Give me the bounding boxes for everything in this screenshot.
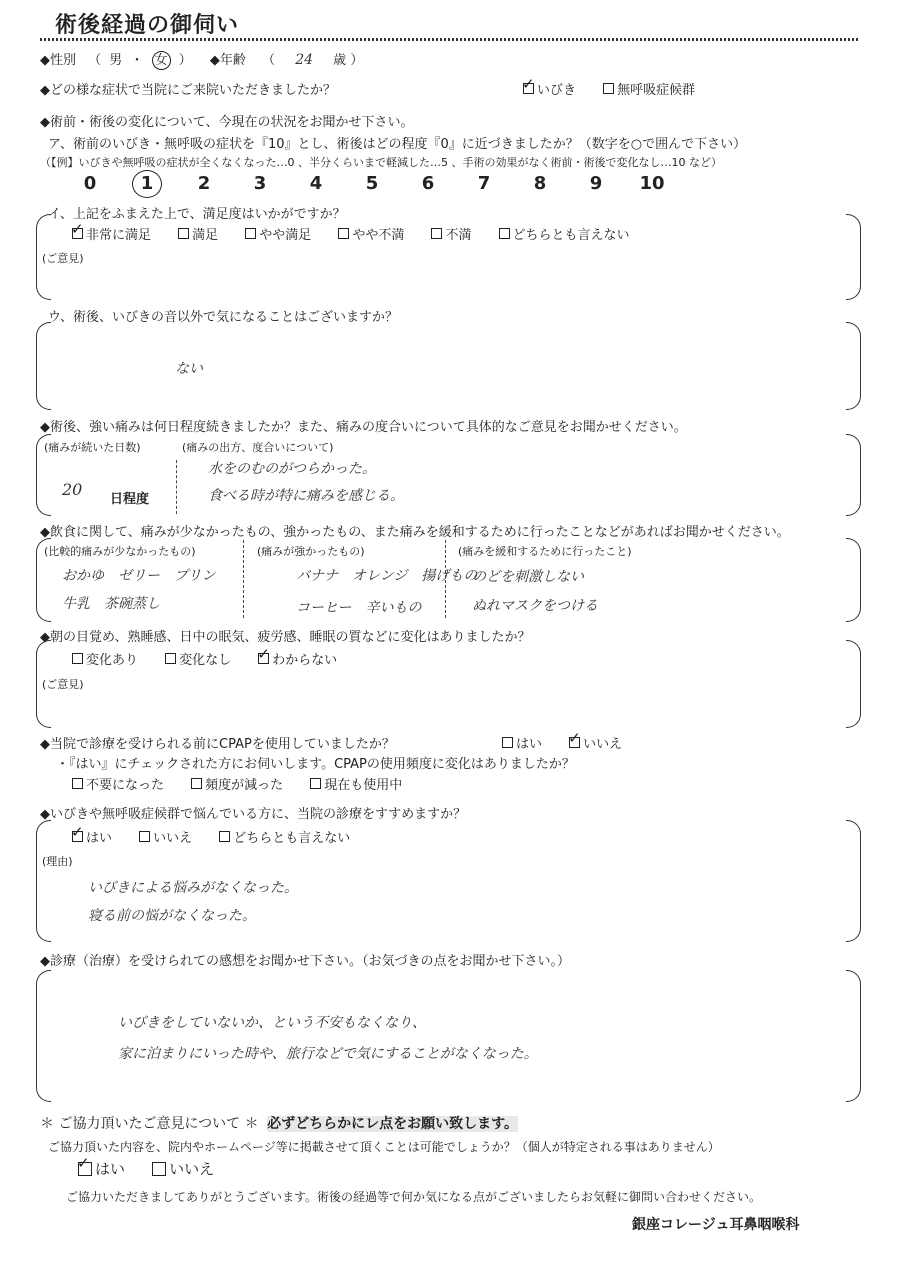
q8-sub-options bbox=[72, 774, 424, 793]
bracket-right bbox=[846, 322, 861, 410]
bracket-left bbox=[36, 820, 51, 942]
option-label: 現在も使用中 bbox=[324, 778, 403, 793]
option-label: いいえ bbox=[153, 831, 193, 846]
scale-0[interactable]: 0 bbox=[83, 173, 97, 194]
footer-options bbox=[78, 1158, 236, 1180]
q6-col3-label: (痛みを緩和するために行ったこと) bbox=[458, 545, 632, 558]
bracket-right bbox=[846, 970, 861, 1102]
q7-option-unknown[interactable] bbox=[258, 649, 337, 668]
q8-sub-option-unneeded[interactable] bbox=[72, 774, 164, 793]
q4-answer[interactable]: ない bbox=[175, 361, 203, 377]
q6-col1-label: (比較的痛みが少なかったもの) bbox=[44, 545, 196, 558]
q6-col3-line2[interactable]: ぬれマスクをつける bbox=[472, 598, 598, 614]
checkbox-icon[interactable] bbox=[523, 83, 534, 94]
checkbox-icon[interactable] bbox=[219, 831, 230, 842]
age-value[interactable]: 24 bbox=[295, 52, 314, 68]
q10-answer-2[interactable]: 家に泊まりにいった時や、旅行などで気にすることがなくなった。 bbox=[118, 1046, 538, 1062]
scale-10[interactable]: 10 bbox=[639, 173, 665, 194]
q10-text: ◆診療（治療）を受けられての感想をお聞かせ下さい。（お気づきの点をお聞かせ下さい。） bbox=[40, 954, 570, 969]
q8-sub-option-reduced[interactable] bbox=[191, 774, 283, 793]
scale-1-circled[interactable]: 1 bbox=[132, 170, 162, 198]
option-label: どちらとも言えない bbox=[233, 831, 351, 846]
scale-6[interactable]: 6 bbox=[421, 173, 435, 194]
option-label: やや満足 bbox=[259, 228, 312, 243]
checkbox-icon[interactable] bbox=[72, 653, 83, 664]
checkbox-icon[interactable] bbox=[603, 83, 614, 94]
footer-option-no[interactable] bbox=[152, 1158, 214, 1179]
gender-dot: ・ bbox=[130, 53, 144, 68]
q2-text: ◆術前・術後の変化について、今現在の状況をお聞かせ下さい。 bbox=[40, 115, 414, 130]
option-label: はい bbox=[86, 831, 113, 846]
scale-2[interactable]: 2 bbox=[197, 173, 211, 194]
q7-option-no-change[interactable] bbox=[165, 649, 231, 668]
title-divider bbox=[40, 38, 860, 41]
q5-text: ◆術後、強い痛みは何日程度続きましたか？また、痛みの度合いについて具体的なご意見をお聞かせください。 bbox=[40, 420, 687, 435]
column-divider bbox=[243, 540, 244, 618]
q9-options bbox=[72, 827, 372, 846]
q5-days-value[interactable]: 20 bbox=[62, 480, 83, 499]
option-label: はい bbox=[95, 1160, 126, 1178]
option-label: どちらとも言えない bbox=[512, 228, 630, 243]
gender-label: ◆性別 bbox=[40, 53, 76, 68]
q2-scale bbox=[62, 170, 680, 198]
q6-text: ◆飲食に関して、痛みが少なかったもの、強かったもの、また痛みを緩和するために行ったことなどがあればお聞かせください。 bbox=[40, 525, 790, 540]
bracket-right bbox=[846, 538, 861, 622]
bracket-right bbox=[846, 820, 861, 942]
option-label: 無呼吸症候群 bbox=[617, 83, 696, 98]
q4-text: ウ、術後、いびきの音以外で気になることはございますか？ bbox=[48, 310, 398, 325]
bracket-left bbox=[36, 970, 51, 1102]
option-label: いいえ bbox=[169, 1160, 215, 1178]
option-label: いびき bbox=[537, 83, 577, 98]
q5-answer-2[interactable]: 食べる時が特に痛みを感じる。 bbox=[208, 488, 404, 504]
q6-col1-line1[interactable]: おかゆ ゼリー プリン bbox=[62, 568, 216, 584]
scale-3[interactable]: 3 bbox=[253, 173, 267, 194]
column-divider bbox=[445, 540, 446, 618]
option-label: 満足 bbox=[192, 228, 219, 243]
q6-col3-line1[interactable]: のどを刺激しない bbox=[472, 569, 584, 585]
q8-option-yes[interactable] bbox=[502, 733, 542, 752]
gender-row: ◆性別 （ 男 ・ 女 ） ◆年齢 （ 24 歳 ） bbox=[40, 52, 364, 68]
q9-option-yes[interactable] bbox=[72, 827, 112, 846]
checkbox-icon[interactable] bbox=[338, 228, 349, 239]
footer-option-yes[interactable] bbox=[78, 1158, 125, 1179]
checkbox-icon[interactable] bbox=[78, 1162, 92, 1176]
q5-days-label: (痛みが続いた日数) bbox=[44, 441, 141, 454]
q7-options bbox=[72, 649, 359, 668]
footer-heading: ＊ ご協力頂いたご意見について ＊ bbox=[40, 1116, 259, 1132]
q6-col2-label: (痛みが強かったもの) bbox=[257, 545, 365, 558]
q9-option-neutral[interactable] bbox=[219, 827, 350, 846]
clinic-name: 銀座コレージュ耳鼻咽喉科 bbox=[632, 1217, 800, 1233]
scale-8[interactable]: 8 bbox=[533, 173, 547, 194]
bracket-right bbox=[846, 640, 861, 728]
checkbox-icon[interactable] bbox=[258, 653, 269, 664]
q5-degree-label: (痛みの出方、度合いについて) bbox=[182, 441, 334, 454]
scale-4[interactable]: 4 bbox=[309, 173, 323, 194]
q2-a-text: ア、術前のいびき・無呼吸の症状を『10』とし、術後はどの程度『0』に近づきましたか？（数字を○で囲んで下さい） bbox=[48, 137, 747, 152]
q3-option-somewhat-satisfied[interactable] bbox=[245, 224, 311, 243]
q1-text: ◆どの様な症状で当院にご来院いただきましたか？ bbox=[40, 83, 336, 98]
q3-option-satisfied[interactable] bbox=[178, 224, 218, 243]
option-label: 不満 bbox=[445, 228, 472, 243]
checkbox-icon[interactable] bbox=[72, 228, 83, 239]
bracket-right bbox=[846, 214, 861, 300]
checkbox-icon[interactable] bbox=[139, 831, 150, 842]
option-label: 不要になった bbox=[86, 778, 165, 793]
checkbox-icon[interactable] bbox=[152, 1162, 166, 1176]
q7-option-changed[interactable] bbox=[72, 649, 138, 668]
q7-comment-label: (ご意見) bbox=[42, 678, 84, 691]
bracket-left bbox=[36, 322, 51, 410]
checkbox-icon[interactable] bbox=[310, 778, 321, 789]
q7-text: ◆朝の目覚め、熟睡感、日中の眠気、疲労感、睡眠の質などに変化はありましたか？ bbox=[40, 630, 531, 645]
gender-female[interactable]: 女 bbox=[152, 51, 171, 70]
page-title: 術後経過の御伺い bbox=[55, 13, 240, 38]
option-label: いいえ bbox=[583, 737, 623, 752]
checkbox-icon[interactable] bbox=[569, 737, 580, 748]
q5-answer-1[interactable]: 水をのむのがつらかった。 bbox=[208, 461, 376, 477]
q3-options bbox=[72, 224, 652, 243]
option-label: はい bbox=[516, 737, 543, 752]
q3-text: イ、上記をふまえた上で、満足度はいかがですか？ bbox=[48, 207, 346, 222]
q8-options bbox=[502, 733, 644, 752]
gender-male[interactable]: 男 bbox=[109, 53, 123, 68]
bracket-right bbox=[846, 434, 861, 516]
checkbox-icon[interactable] bbox=[165, 653, 176, 664]
q9-answer-2[interactable]: 寝る前の悩がなくなった。 bbox=[88, 908, 256, 924]
footer-thanks: ご協力いただきましてありがとうございます。術後の経過等で何か気になる点がございましたらお気軽に御問い合わせください。 bbox=[66, 1190, 762, 1204]
q6-col1-line2[interactable]: 牛乳 茶碗蒸し bbox=[62, 596, 160, 612]
age-unit: 歳 bbox=[333, 53, 347, 68]
q8-sub-text: ・『はい』にチェックされた方にお伺いします。CPAPの使用頻度に変化はありましたか？ bbox=[56, 757, 575, 772]
option-label: やや不満 bbox=[352, 228, 405, 243]
checkbox-icon[interactable] bbox=[502, 737, 513, 748]
scale-9[interactable]: 9 bbox=[589, 173, 603, 194]
q6-col2-line1[interactable]: バナナ オレンジ 揚げもの bbox=[296, 568, 478, 584]
q1-options bbox=[523, 79, 717, 98]
option-label: わからない bbox=[272, 653, 338, 668]
age-label: ◆年齢 bbox=[209, 53, 246, 68]
q3-option-neutral[interactable] bbox=[499, 224, 630, 243]
option-label: 頻度が減った bbox=[205, 778, 284, 793]
checkbox-icon[interactable] bbox=[245, 228, 256, 239]
q8-option-no[interactable] bbox=[569, 733, 622, 752]
checkbox-icon[interactable] bbox=[72, 831, 83, 842]
q1-option-apnea[interactable] bbox=[603, 79, 695, 98]
q9-option-no[interactable] bbox=[139, 827, 192, 846]
q9-text: ◆いびきや無呼吸症候群で悩んでいる方に、当院の診療をすすめますか？ bbox=[40, 807, 467, 822]
q6-col2-line2[interactable]: コーヒー 辛いもの bbox=[296, 600, 422, 616]
q9-answer-1[interactable]: いびきによる悩みがなくなった。 bbox=[88, 880, 298, 896]
scale-7[interactable]: 7 bbox=[477, 173, 491, 194]
option-label: 変化あり bbox=[86, 653, 139, 668]
q9-reason-label: (理由) bbox=[42, 855, 73, 868]
q8-text: ◆当院で診療を受けられる前にCPAPを使用していましたか？ bbox=[40, 737, 395, 752]
checkbox-icon[interactable] bbox=[191, 778, 202, 789]
q8-sub-option-still-using[interactable] bbox=[310, 774, 402, 793]
option-label: 変化なし bbox=[179, 653, 232, 668]
column-divider bbox=[176, 460, 177, 514]
q5-days-unit: 日程度 bbox=[110, 492, 150, 507]
checkbox-icon[interactable] bbox=[431, 228, 442, 239]
footer-heading-row bbox=[40, 1113, 518, 1133]
q2-example: （【例】いびきや無呼吸の症状が全くなくなった…0 、半分くらいまで軽減した…5 、手術の効果がなく術前・術後で変化なし…10 など） bbox=[40, 156, 722, 169]
q3-comment-label: (ご意見) bbox=[42, 252, 84, 265]
q3-option-dissatisfied[interactable] bbox=[431, 224, 471, 243]
q3-option-somewhat-dissatisfied[interactable] bbox=[338, 224, 404, 243]
scale-5[interactable]: 5 bbox=[365, 173, 379, 194]
option-label: 非常に満足 bbox=[86, 228, 152, 243]
footer-question: ご協力頂いた内容を、院内やホームページ等に掲載させて頂くことは可能でしょうか？（個人が特定される事はありません） bbox=[48, 1140, 720, 1154]
checkbox-icon[interactable] bbox=[499, 228, 510, 239]
footer-heading-strong: 必ずどちらかにレ点をお願い致します。 bbox=[267, 1116, 518, 1132]
q1-option-snoring[interactable] bbox=[523, 79, 576, 98]
q3-option-very-satisfied[interactable] bbox=[72, 224, 151, 243]
checkbox-icon[interactable] bbox=[178, 228, 189, 239]
checkbox-icon[interactable] bbox=[72, 778, 83, 789]
q10-answer-1[interactable]: いびきをしていないか、という不安もなくなり、 bbox=[118, 1015, 426, 1031]
